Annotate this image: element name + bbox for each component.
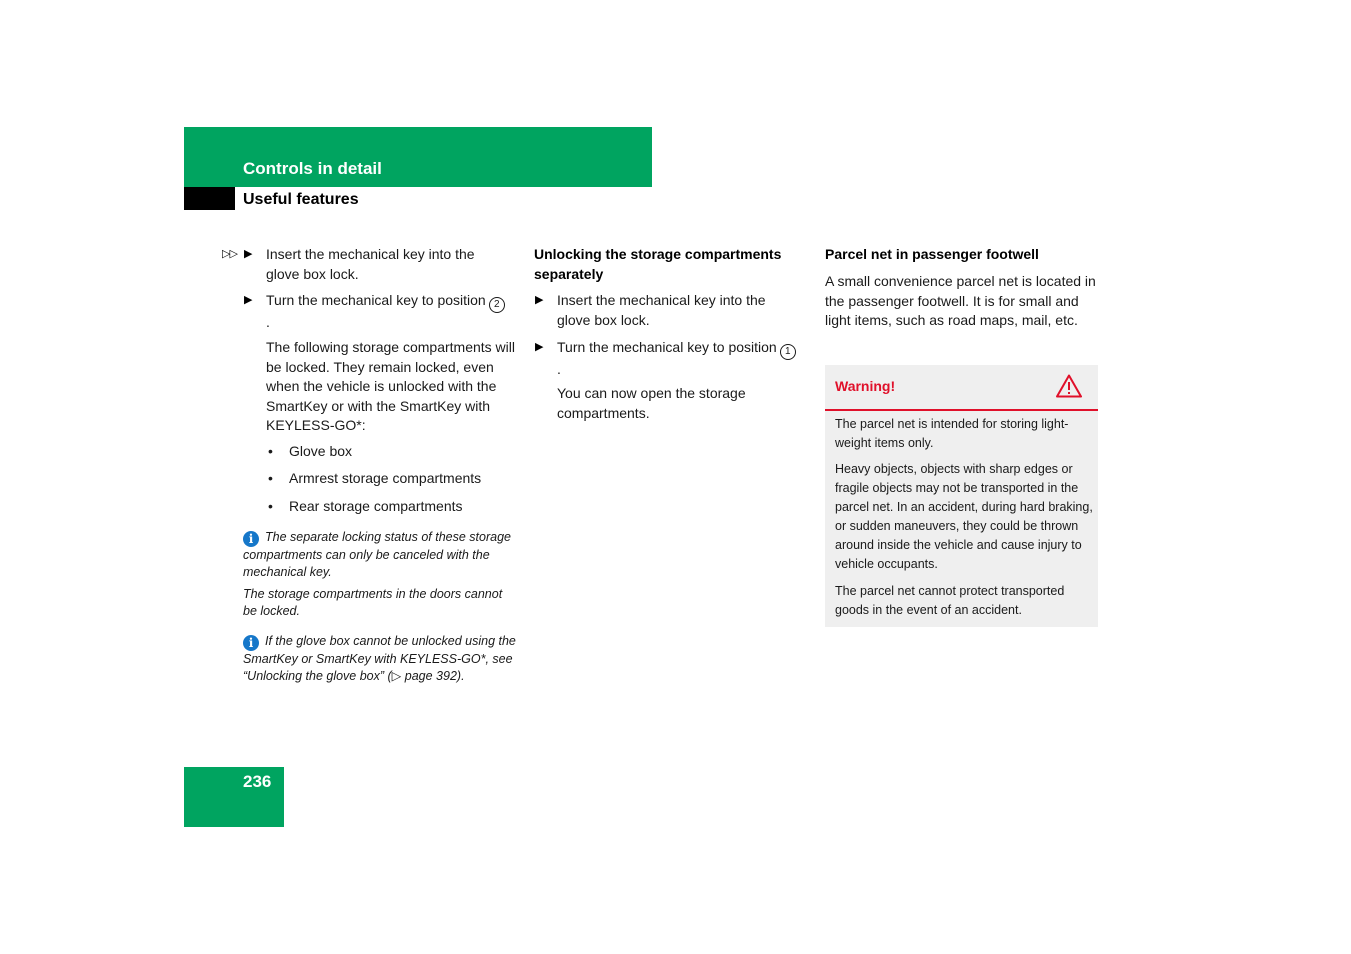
section-heading: Unlocking the storage compartments separately xyxy=(534,246,782,282)
bullet-icon: • xyxy=(268,498,273,514)
info-icon: i xyxy=(243,635,259,651)
result-text: The following storage compartments will be locked. They remain locked, even when the vehicle is unlocked with the SmartKey or with the SmartKey with KEYLESS-GO*: xyxy=(266,339,515,433)
triangle-right-icon: ▶ xyxy=(535,294,544,306)
info-note-2-text: If the glove box cannot be unlocked using the SmartKey or SmartKey with KEYLESS-GO*, see “Unlocking the glove box” (▷ page 392). xyxy=(243,634,516,683)
step-turn-key: Turn the mechanical key to position 1. xyxy=(557,338,797,380)
page-number: 236 xyxy=(243,772,272,791)
list-item: Armrest storage compartments xyxy=(289,470,482,486)
info-note-1-text: The separate locking status of these storage compartments can only be canceled with the mechanical key. xyxy=(243,530,511,579)
step-insert-key: Insert the mechanical key into the glove box lock. xyxy=(557,292,766,328)
result-text: You can now open the storage compartments. xyxy=(557,385,746,421)
column-1 xyxy=(222,245,522,695)
info-note-2 xyxy=(243,633,518,685)
column-2 xyxy=(534,245,804,445)
bullet-icon: • xyxy=(268,443,273,459)
step-insert-key: Insert the mechanical key into the glove box lock. xyxy=(266,246,475,282)
subsection-marker xyxy=(184,187,235,210)
warning-header xyxy=(825,365,1098,411)
warning-box xyxy=(825,365,1098,627)
list-item: Rear storage compartments xyxy=(289,498,463,514)
subsection-title: Useful features xyxy=(243,191,359,208)
section-heading: Parcel net in passenger footwell xyxy=(825,246,1039,262)
warning-label: Warning! xyxy=(835,378,896,394)
info-icon: i xyxy=(243,531,259,547)
position-marker: 2 xyxy=(489,297,505,313)
triangle-right-icon: ▶ xyxy=(244,294,253,306)
bullet-icon: • xyxy=(268,470,273,486)
section-title: Controls in detail xyxy=(243,159,382,178)
continuation-marker: ▷▷ xyxy=(222,248,237,260)
info-note-1 xyxy=(243,529,518,581)
triangle-right-icon: ▶ xyxy=(535,341,544,353)
intro-text: A small convenience parcel net is located in the passenger footwell. It is for small and light items, such as road maps, mail, etc. xyxy=(825,273,1096,328)
warning-paragraph: The parcel net cannot protect transported goods in the event of an accident. xyxy=(835,584,1065,617)
column-3 xyxy=(825,245,1100,355)
info-note-1b: The storage compartments in the doors cannot be locked. xyxy=(243,587,503,618)
step-turn-key-text: Turn the mechanical key to position xyxy=(266,292,486,308)
warning-triangle-icon xyxy=(1056,374,1082,398)
step-turn-key: Turn the mechanical key to position 2. xyxy=(266,291,506,333)
step-turn-key-text: Turn the mechanical key to position xyxy=(557,339,777,355)
position-marker: 1 xyxy=(780,344,796,360)
warning-paragraph: Heavy objects, objects with sharp edges or fragile objects may not be transported in the parcel net. In an accident, during hard braking, or sudden maneuvers, they could be thrown around inside the vehicle and cause injury to vehicle occupants. xyxy=(835,462,1093,571)
list-item: Glove box xyxy=(289,443,353,459)
triangle-right-icon: ▶ xyxy=(244,248,253,260)
warning-paragraph: The parcel net is intended for storing light-weight items only. xyxy=(835,417,1069,450)
